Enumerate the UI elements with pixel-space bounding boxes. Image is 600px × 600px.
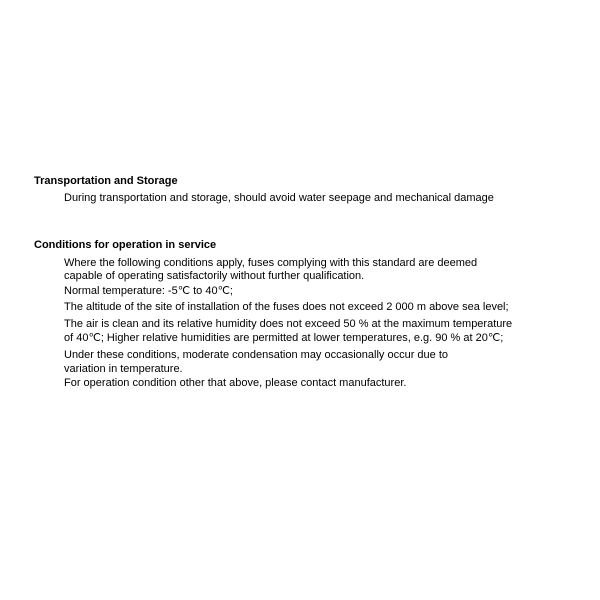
section-heading-transportation: Transportation and Storage <box>34 175 178 187</box>
conditions-line: variation in temperature. <box>64 363 183 375</box>
conditions-line: Where the following conditions apply, fuses complying with this standard are deemed <box>64 257 478 269</box>
conditions-line: Under these conditions, moderate condensation may occasionally occur due to <box>64 349 449 361</box>
conditions-line: Normal temperature: -5℃ to 40℃; <box>64 285 233 297</box>
conditions-line: of 40℃; Higher relative humidities are permitted at lower temperatures, e.g. 90 % at 20℃; <box>64 332 504 344</box>
conditions-line: For operation condition other that above, please contact manufacturer. <box>64 377 407 389</box>
section-heading-conditions: Conditions for operation in service <box>34 239 217 251</box>
conditions-line: The altitude of the site of installation of the fuses does not exceed 2 000 m above sea level; <box>64 301 509 313</box>
transportation-text: During transportation and storage, should avoid water seepage and mechanical damage <box>64 192 494 204</box>
conditions-line: The air is clean and its relative humidity does not exceed 50 % at the maximum temperature <box>64 318 513 330</box>
conditions-line: capable of operating satisfactorily without further qualification. <box>64 270 365 282</box>
